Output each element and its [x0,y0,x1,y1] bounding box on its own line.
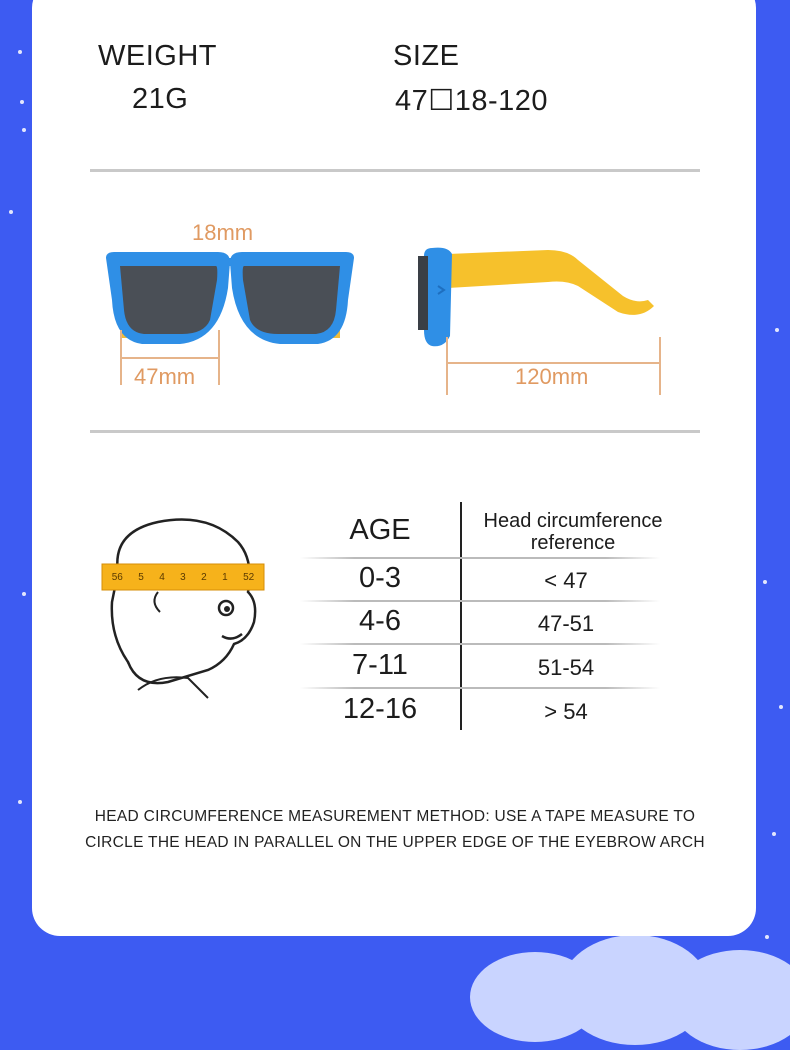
glasses-front-view [100,240,360,350]
table-row-divider [300,557,660,559]
glasses-side-view [418,240,668,350]
star-icon [765,935,769,939]
star-icon [775,328,779,332]
divider-top [90,169,700,172]
table-cell-ref: > 54 [544,699,588,724]
divider-middle [90,430,700,433]
star-icon [779,705,783,709]
table-cell-age: 7-11 [352,649,408,681]
measurement-note-line2: CIRCLE THE HEAD IN PARALLEL ON THE UPPER EDGE OF THE EYEBROW ARCH [85,834,705,851]
tape-mark: 56 [111,571,123,583]
lens-dim-line [120,357,220,359]
table-header-age: AGE [349,514,411,546]
star-icon [20,100,24,104]
glasses-front-icon [100,240,360,350]
tape-measure [104,566,262,588]
tape-mark: 2 [201,571,207,583]
tape-mark: 1 [222,571,228,583]
info-card [32,0,756,936]
weight-value: 21G [132,83,189,115]
lens-dimension: 47mm [134,364,196,389]
tape-mark: 5 [138,571,144,583]
cloud-icon [670,950,790,1050]
star-icon [22,592,26,596]
tape-mark: 4 [159,571,165,583]
bridge-dimension: 18mm [192,220,254,245]
tape-mark: 3 [180,571,186,583]
table-header-circumference: Head circumference reference [483,510,663,554]
star-icon [18,800,22,804]
table-row-divider [300,643,660,645]
table-cell-age: 4-6 [359,605,401,637]
glasses-side-icon [418,240,668,350]
table-cell-ref: < 47 [544,568,588,593]
table-cell-age: 0-3 [359,562,401,594]
size-value: 47☐18-120 [395,85,549,117]
table-cell-ref: 51-54 [537,655,595,680]
star-icon [772,832,776,836]
size-table [300,502,663,732]
star-icon [9,210,13,214]
tape-mark: 52 [243,571,255,583]
kid-head-icon [98,512,268,702]
temple-dim-right-tick [659,337,661,395]
table-row-divider [300,687,660,689]
table-cell-age: 12-16 [342,693,418,725]
temple-dimension: 120mm [515,364,589,389]
table-column-divider [460,502,462,730]
size-label: SIZE [393,40,460,72]
star-icon [22,128,26,132]
kid-head-illustration [98,512,268,702]
temple-dim-left-tick [446,337,448,395]
table-row-divider [300,600,660,602]
star-icon [763,580,767,584]
weight-label: WEIGHT [98,40,217,72]
star-icon [18,50,22,54]
table-cell-ref: 47-51 [537,611,595,636]
measurement-note-line1: HEAD CIRCUMFERENCE MEASUREMENT METHOD: USE A TAPE MEASURE TO [94,808,696,825]
